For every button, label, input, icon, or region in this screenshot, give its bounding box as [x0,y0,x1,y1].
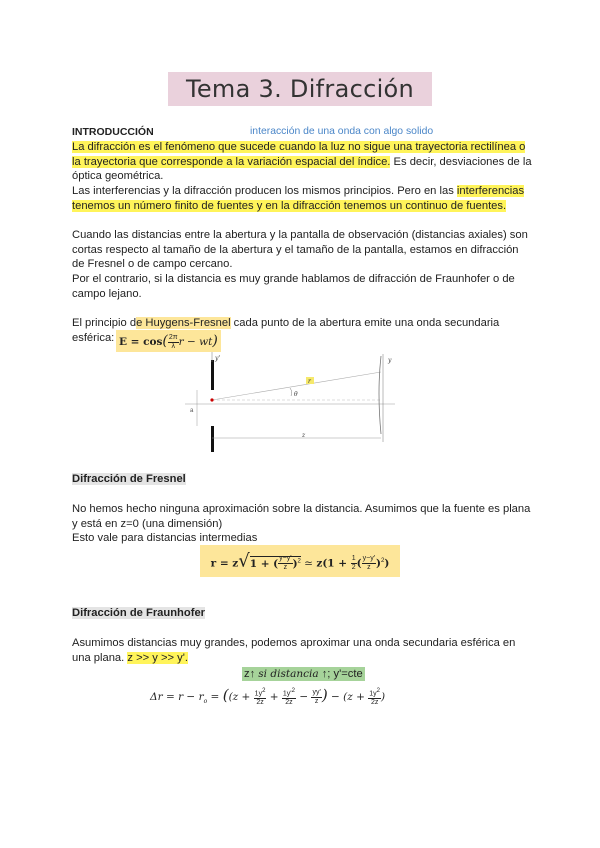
aperture-top [211,360,214,390]
fraunhofer-condition-highlight: z >> y >> y'. [127,651,188,664]
fraunhofer-paragraph-1 [72,636,532,665]
intro-heading: INTRODUCCIÓN [72,126,154,138]
fraunhofer-eq-lhs: Δr = r − r [150,691,204,703]
fresnel-eq-c: ) [292,557,298,570]
diffraction-diagram [185,352,405,452]
fraunhofer-condition [242,667,365,681]
source-point [210,398,213,401]
eq-e-rest: r − wt [178,336,213,348]
fresnel-eq-d: z(1 + [316,557,351,570]
fraunhofer-eq-close2: ) [381,691,386,703]
fresnel-eq-exp: 2 [297,558,301,564]
fraunhofer-cond-a: z↑ [244,668,259,680]
fresnel-eq-g: ) [384,557,390,570]
fraunhofer-eq-close: ) [321,686,328,704]
fraunhofer-eq-t3-den: z [314,697,319,705]
fraunhofer-eq-t2-sq: 2 [291,687,295,694]
intro-p2-text: Las interferencias y la difracción producen los mismos principios. Pero en las [72,185,457,197]
fraunhofer-cond-b: si distancia [258,668,319,680]
screen-wave [379,356,381,434]
fraunhofer-eq-minus2: − [327,691,344,703]
intro-paragraph-3: Cuando las distancias entre la abertura y la pantalla de observación (distancias axiales) son cortas respecto al tamaño de la abertura y el tamaño de la pantalla, estamos en difracción de Fresnel o de campo cercano. [72,229,528,271]
fraunhofer-eq-open: (z + [228,691,254,703]
fraunhofer-eq-t4-num: 1y [369,690,377,698]
aperture-label: a [190,408,194,414]
fresnel-eq-exp2: 2 [381,558,385,564]
fresnel-heading-text: Difracción de Fresnel [72,473,186,485]
fraunhofer-eq-open2: (z + [343,691,369,703]
fraunhofer-eq-t2-den: 2z [285,699,293,707]
fraunhofer-heading [72,606,205,621]
fraunhofer-eq-t1-den: 2z [256,699,264,707]
equation-fraunhofer: $\Delta r = r - r_o = ((z$ + $\frac{1y^2}{2z}$ + $\frac{1y'^2}{2z}$ − $\frac{yy'}{z}$ ) − (z + $\frac{1y^2}{2z}$ ) [150,686,386,707]
intro-paragraph-1 [72,140,532,184]
fraunhofer-eq-sub0: o [203,698,208,706]
fresnel-eq-f3-den: z [367,564,371,572]
intro-definition-highlight: La difracción es el fenómeno que sucede cuando la luz no sigue una trayectoria rectilínea o la trayectoria que corresponde a la variación espacial del índice. [72,141,526,168]
fresnel-eq-f2-num: 1 [351,555,356,563]
y-label: y [388,357,392,364]
aperture-bottom [211,426,214,452]
eq-e-den: λ [171,342,175,350]
intro-interference-highlight: interferencias tenemos un número finito de fuentes y en la difracción tenemos un continuo de fuentes. [72,185,525,212]
fresnel-eq-approx: ≃ [300,557,317,570]
fresnel-eq-e: ( [356,557,362,570]
fraunhofer-heading-text: Difracción de Fraunhofer [72,607,206,619]
huygens-fresnel-highlight: e Huygens-Fresnel [136,317,231,329]
fraunhofer-eq-t1-num: 1y [254,690,263,698]
equation-E: E = cos( $\frac{2\pi}{\lambda}$ r − wt) [116,330,221,352]
eq-e-num: 2π [168,333,178,341]
fraunhofer-eq-t2-num: 1y' [282,690,292,698]
r-label: r [308,378,311,385]
fraunhofer-eq-eq: = [207,691,223,703]
fraunhofer-eq-t4-den: 2z [370,699,379,707]
intro-paragraph-2 [72,184,532,213]
intro-paragraph-4: Por el contrario, si la distancia es muy grande hablamos de difracción de Fraunhofer o de campo lejano. [72,273,515,300]
fresnel-eq-f1-den: z [283,564,288,572]
z-label: z [302,432,306,439]
eq-e-lhs: E = cos [119,336,163,348]
fresnel-heading [72,472,186,487]
intro-p5-a: El principio d [72,317,137,329]
theta-label: θ [294,391,298,398]
fresnel-paragraph-1: No hemos hecho ninguna aproximación sobre la distancia. Asumimos que la fuente es plana y está en z=0 (una dimensión) [72,503,531,530]
fresnel-eq-a: r = z [210,557,239,570]
equation-fresnel: r = z√1 + ( $\frac{y-y'}{z}$ )$^2$ ≃ z(1 + $\frac{1}{2}$ ( $\frac{y-y'}{z}$ )$^2$) [200,545,400,577]
fraunhofer-eq-t4-sq: 2 [376,687,381,694]
page-title: Tema 3. Difracción [168,72,432,106]
fraunhofer-eq-t1-sq: 2 [262,687,266,694]
fraunhofer-cond-c: ↑; y'=cte [318,668,363,680]
fresnel-eq-f2-den: 2 [351,564,356,572]
fresnel-eq-b: 1 + ( [249,557,279,570]
intro-definition-rest: Es decir, desviaciones de la óptica geométrica. [72,155,532,183]
fresnel-eq-f1-num: y−y' [279,555,292,563]
intro-note: interacción de una onda con algo solido [250,126,434,137]
fraunhofer-eq-t3-num: yy' [312,688,321,696]
yprime-label: y' [215,355,221,362]
intro-p5-b: cada punto de la abertura emite una onda secundaria esférica: [72,317,500,344]
fresnel-eq-f: ) [376,557,382,570]
fraunhofer-p1-text: Asumimos distancias muy grandes, podemos aproximar una onda secundaria esférica en una plana. [72,637,516,664]
fresnel-eq-f3-num: y−y' [362,555,376,563]
fraunhofer-eq-plus: + [266,691,282,703]
fraunhofer-eq-minus: − [295,691,312,703]
fresnel-paragraph-2: Esto vale para distancias intermedias [72,532,258,544]
